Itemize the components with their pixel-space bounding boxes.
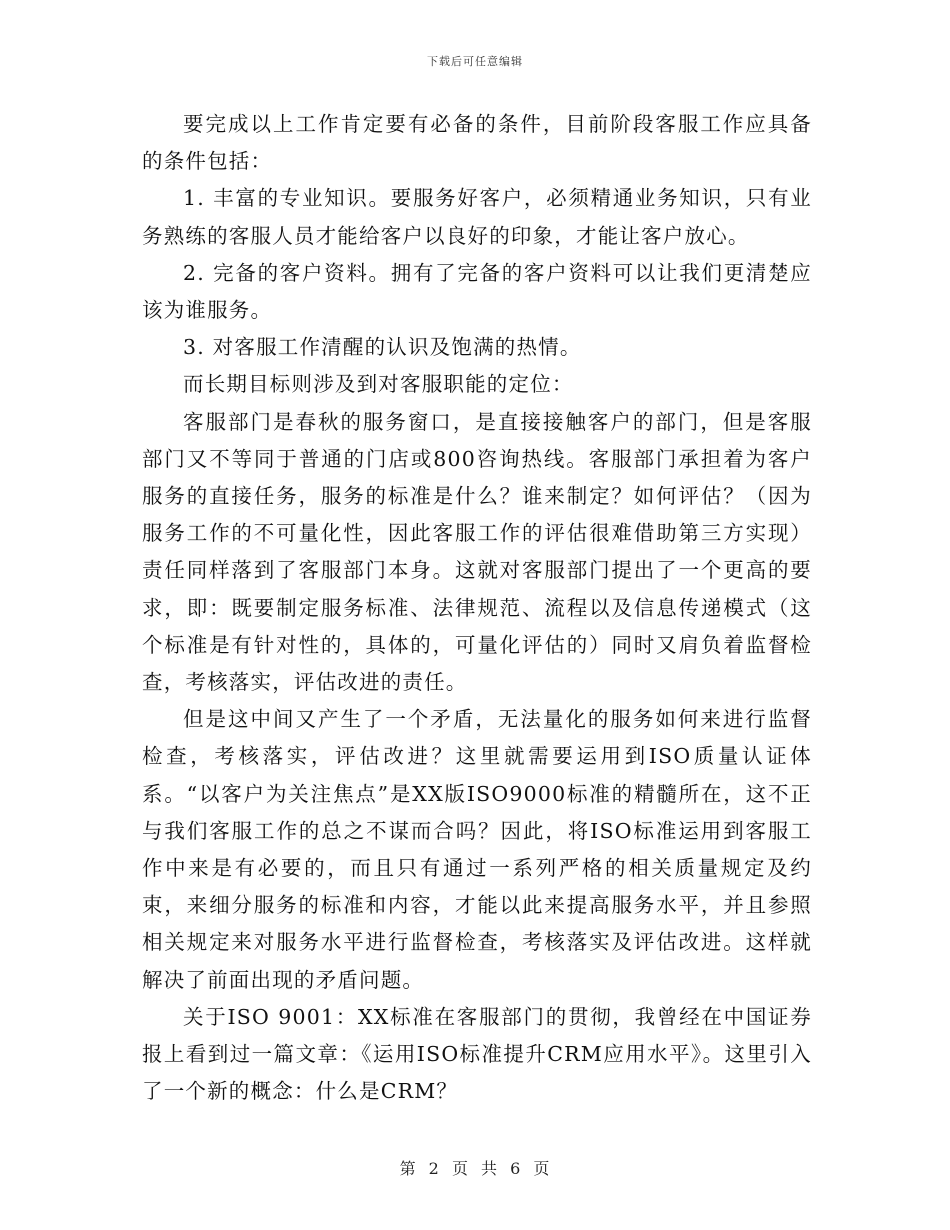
paragraph-conditions-intro: 要完成以上工作肯定要有必备的条件，目前阶段客服工作应具备的条件包括： (142, 112, 812, 174)
paragraph-condition-1: 1. 丰富的专业知识。要服务好客户，必须精通业务知识，只有业务熟练的客服人员才能给客户以良好的印象，才能让客户放心。 (142, 186, 812, 248)
paragraph-department-role: 客服部门是春秋的服务窗口，是直接接触客户的部门，但是客服部门又不等同于普通的门店或800咨询热线。客服部门承担着为客户服务的直接任务，服务的标准是什么？谁来制定？如何评估？（因为服务工作的不可量化性，因此客服工作的评估很难借助第三方实现）责任同样落到了客服部门本身。这就对客服部门提出了一个更高的要求，即：既要制定服务标准、法律规范、流程以及信息传递模式（这个标准是有针对性的，具体的，可量化评估的）同时又肩负着监督检查，考核落实，评估改进的责任。 (142, 409, 812, 695)
paragraph-condition-2: 2. 完备的客户资料。拥有了完备的客户资料可以让我们更清楚应该为谁服务。 (142, 260, 812, 323)
page-header-note: 下载后可任意编辑 (427, 55, 523, 68)
document-body (142, 106, 812, 1110)
paragraph-long-term-goal: 而长期目标则涉及到对客服职能的定位： (183, 372, 574, 397)
paragraph-iso-contradiction: 但是这中间又产生了一个矛盾，无法量化的服务如何来进行监督检查，考核落实，评估改进？这里就需要运用到ISO质量认证体系。“以客户为关注焦点”是XX版ISO9000标准的精髓所在，这不正与我们客服工作的总之不谋而合吗？因此，将ISO标准运用到客服工作中来是有必要的，而且只有通过一系列严格的相关质量规定及约束，来细分服务的标准和内容，才能以此来提高服务水平，并且参照相关规定来对服务水平进行监督检查，考核落实及评估改进。这样就解决了前面出现的矛盾问题。 (142, 707, 812, 992)
paragraph-crm-intro: 关于ISO 9001：XX标准在客服部门的贯彻，我曾经在中国证券报上看到过一篇文章：《运用ISO标准提升CRM应用水平》。这里引入了一个新的概念：什么是CRM？ (142, 1004, 812, 1104)
page-number: 第 2 页 共 6 页 (399, 1159, 551, 1178)
paragraph-condition-3: 3. 对客服工作清醒的认识及饱满的热情。 (183, 335, 582, 360)
